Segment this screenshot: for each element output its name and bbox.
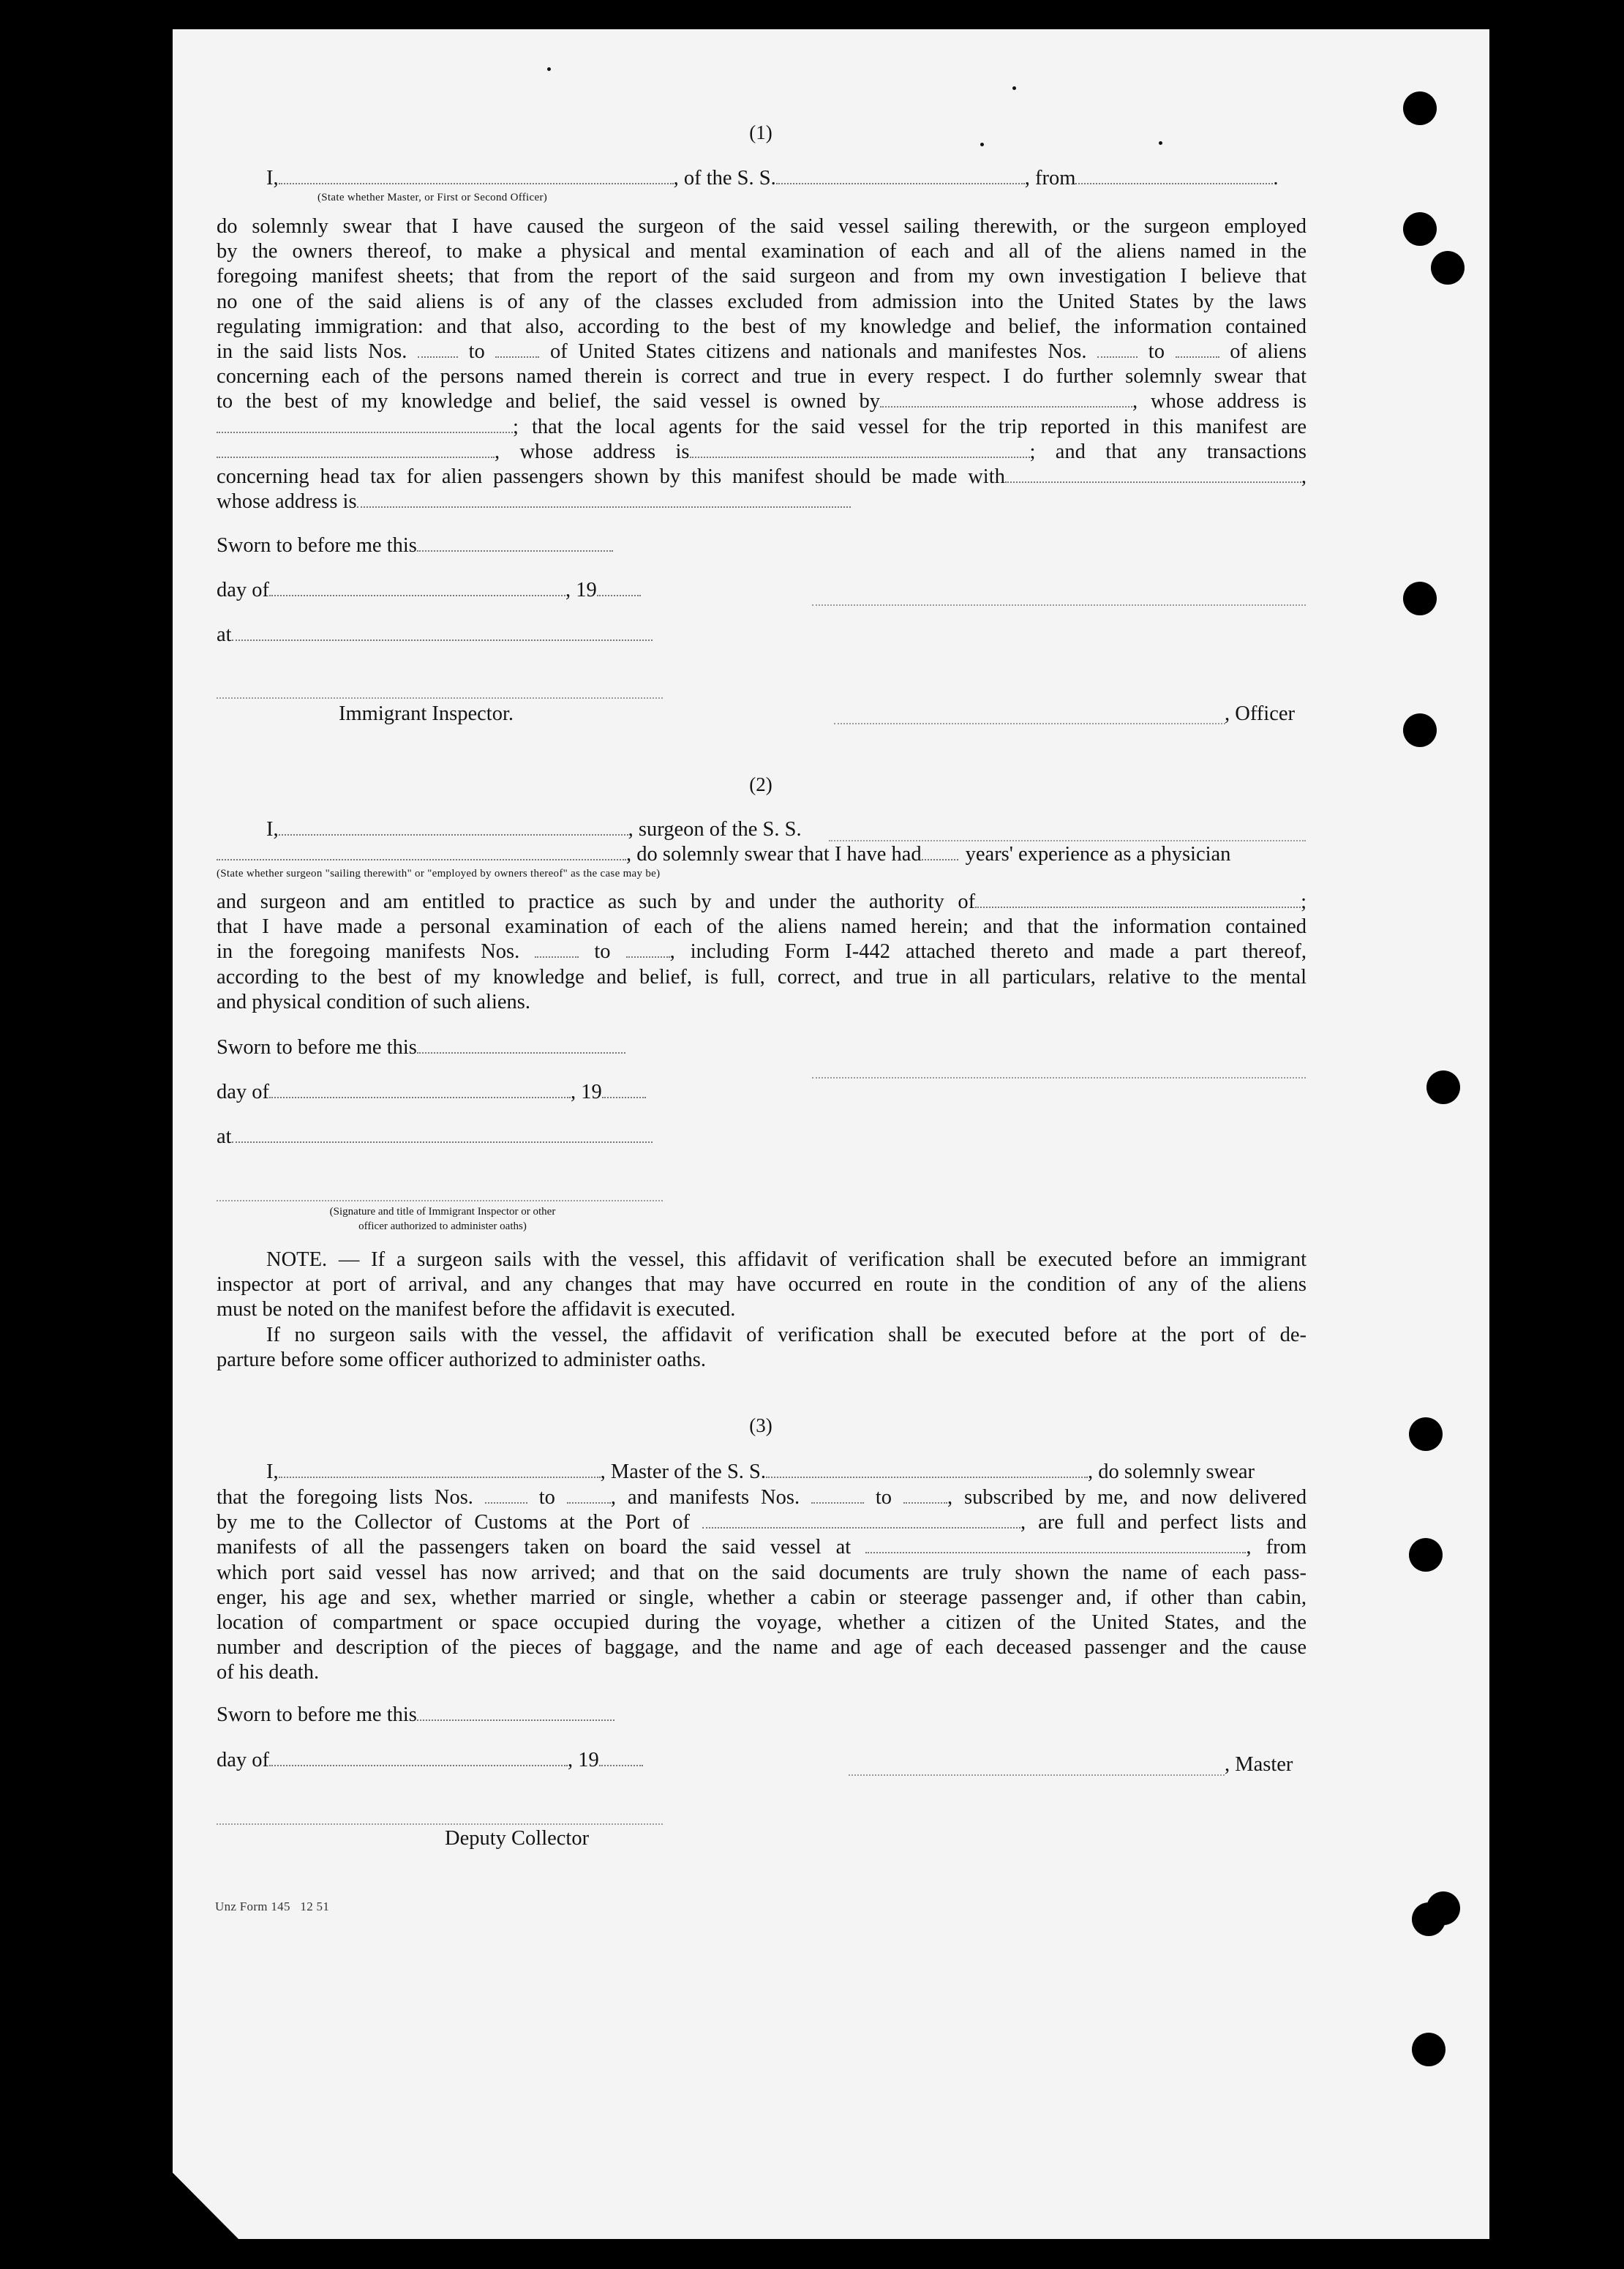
s2-caption: (State whether surgeon "sailing therewith" or "employed by owners thereof" as the case may be) [217, 868, 661, 880]
punch-hole [1412, 2033, 1446, 2066]
text: in the foregoing manifests Nos. [217, 940, 520, 964]
s1-text-line [217, 340, 1307, 364]
punch-hole [1403, 582, 1437, 615]
at-field[interactable] [232, 1141, 653, 1143]
head-tax-field[interactable] [1005, 481, 1301, 483]
surgeon-name-field[interactable] [279, 833, 628, 836]
vessel-field[interactable] [766, 1476, 1088, 1478]
s3-text-line: location of compartment or space occupied during the voyage, whether a citizen of the United States, and the [217, 1611, 1307, 1635]
vessel-field[interactable] [776, 182, 1025, 184]
text: , do solemnly swear [1088, 1460, 1255, 1483]
text: ; and that any transactions [1029, 440, 1307, 463]
agents-field[interactable] [217, 456, 495, 458]
manifests-from-field[interactable] [811, 1501, 864, 1504]
manifests-from-field[interactable] [535, 956, 579, 958]
s2-dayof [217, 1081, 646, 1104]
at-field[interactable] [232, 639, 653, 641]
sworn-date-field[interactable] [417, 550, 613, 552]
s2-signature-caption [249, 1204, 636, 1234]
text: whose address is [217, 490, 357, 514]
s2-line1 [266, 818, 802, 841]
text: , 19 [565, 579, 597, 601]
text: and surgeon and am entitled to practice as such by and under the authority of [217, 890, 976, 913]
text: , 19 [571, 1081, 602, 1103]
text: officer authorized to administer oaths) [358, 1220, 527, 1232]
text: , from [1246, 1536, 1307, 1559]
speck [980, 143, 984, 146]
s1-text-line: no one of the said aliens is of any of the classes excluded from admission into the United States by the laws [217, 290, 1307, 313]
text: day of [217, 579, 270, 601]
text: years' experience as a physician [965, 843, 1231, 866]
s1-of-ss: , of the S. S. [673, 167, 776, 190]
year-field[interactable] [602, 1096, 646, 1098]
s3-text-line: number and description of the pieces of baggage, and the name and age of each deceased passenger and the cause [217, 1636, 1307, 1659]
punch-hole [1403, 713, 1437, 747]
punch-hole [1409, 1417, 1443, 1451]
s1-text-line: regulating immigration: and that also, according to the best of my knowledge and belief, the information contained [217, 315, 1307, 338]
s1-master-line [266, 167, 1279, 190]
s3-text-line [217, 1535, 1307, 1560]
s1-dayof [217, 579, 641, 602]
name-field[interactable] [279, 182, 674, 184]
text: ; [1301, 890, 1307, 913]
s2-text-line: that I have made a personal examination of each of the aliens named herein; and that the information contained [217, 915, 1307, 939]
lists-to-field[interactable] [567, 1501, 611, 1504]
punch-hole [1431, 251, 1465, 285]
agents-address-field[interactable] [690, 456, 1030, 458]
s1-i: I, [266, 167, 279, 190]
s2-text-line: according to the best of my knowledge and belief, is full, correct, and true in all particulars, relative to the mental [217, 965, 1307, 989]
note-line: NOTE. — If a surgeon sails with the vessel, this affidavit of verification shall be executed before an immigrant [266, 1248, 1307, 1271]
s1-paragraph [217, 214, 1307, 514]
s3-text-line: of his death. [217, 1661, 320, 1684]
owner-field[interactable] [880, 405, 1132, 408]
s3-text-line: enger, his age and sex, whether married or single, whether a cabin or steerage passenger and, if other than cabin, [217, 1586, 1307, 1609]
text: in the said lists Nos. [217, 340, 407, 364]
s3-paragraph [217, 1485, 1307, 1686]
port-field[interactable] [1075, 182, 1273, 184]
text: ; that the local agents for the said vessel for the trip reported in this manifest are [513, 415, 1307, 438]
surgeon-type-field[interactable] [217, 858, 626, 860]
deputy-signature-line[interactable] [217, 1823, 663, 1825]
s3-sworn [217, 1703, 614, 1727]
text: that the foregoing lists Nos. [217, 1486, 473, 1509]
year-field[interactable] [599, 1764, 643, 1766]
s1-text-line: do solemnly swear that I have caused the surgeon of the said vessel sailing therewith, or the surgeon employed [217, 215, 1307, 238]
s2-line2 [217, 843, 1230, 866]
s2-text-line [217, 940, 1307, 964]
master-name-field[interactable] [279, 1476, 601, 1478]
text: by me to the Collector of Customs at the Port of [217, 1511, 690, 1534]
day-field[interactable] [269, 594, 565, 596]
s1-caption: (State whether Master, or First or Second Officer) [317, 192, 548, 203]
text: , surgeon of the S. S. [628, 818, 802, 841]
speck [1159, 141, 1162, 145]
punch-hole [1426, 1891, 1460, 1925]
signature-line[interactable] [812, 604, 1306, 606]
officer-signature-line[interactable] [834, 723, 1225, 724]
text: to the best of my knowledge and belief, the said vessel is owned by [217, 390, 881, 413]
text: , subscribed by me, and now delivered [947, 1486, 1307, 1509]
lists-from-field[interactable] [485, 1501, 527, 1504]
text: to [594, 940, 611, 964]
s1-text-line: by the owners thereof, to make a physical and mental examination of each and all of the aliens named in the [217, 240, 1307, 263]
text: , [1301, 465, 1307, 489]
s3-text-line: which port said vessel has now arrived; and that on the said documents are truly shown the name of each pass- [217, 1561, 1307, 1584]
text: to [875, 1486, 892, 1509]
s1-text-line: foregoing manifest sheets; that from the report of the said surgeon and from my own investigation I believe that [217, 265, 1307, 288]
signature-line[interactable] [812, 1077, 1306, 1079]
s2-at [217, 1125, 653, 1149]
head-tax-address-field[interactable] [357, 506, 851, 508]
text: at [217, 1125, 232, 1148]
s1-text-line: concerning each of the persons named therein is correct and true in every respect. I do further solemnly swear that [217, 365, 1307, 389]
speck [1012, 86, 1016, 90]
lists-from-field[interactable] [418, 356, 458, 358]
text: at [217, 623, 232, 646]
form-number: Unz Form 145 12 51 [215, 1899, 330, 1913]
owner-address-field[interactable] [217, 431, 513, 433]
day-field[interactable] [269, 1096, 571, 1098]
text: concerning head tax for alien passengers shown by this manifest should be made with [217, 465, 1005, 489]
s2-paragraph [217, 890, 1307, 1015]
s1-at [217, 623, 653, 647]
manifests-to-field[interactable] [626, 956, 670, 958]
text: of aliens [1230, 340, 1307, 364]
text: Sworn to before me this [217, 534, 417, 557]
text: (Signature and title of Immigrant Inspector or other [329, 1206, 556, 1218]
text: , whose address is [495, 440, 690, 463]
text: to [1148, 340, 1165, 364]
section-1-number: (1) [749, 121, 772, 143]
note-line: If no surgeon sails with the vessel, the affidavit of verification shall be executed before at the port of de- [266, 1323, 1307, 1346]
s2-sworn [217, 1036, 625, 1060]
text: , including Form I-442 attached thereto and made a part thereof, [669, 940, 1307, 964]
note-line: parture before some officer authorized to administer oaths. [217, 1348, 706, 1371]
text: of United States citizens and nationals and manifestes Nos. [550, 340, 1087, 364]
s1-text-line [217, 440, 1307, 465]
note-paragraph [217, 1248, 1307, 1373]
manifests-to-field[interactable] [1176, 356, 1219, 358]
text: Sworn to before me this [217, 1703, 417, 1726]
text: manifests of all the passengers taken on board the said vessel at [217, 1536, 852, 1559]
section-2-number: (2) [749, 773, 772, 795]
sworn-date-field[interactable] [417, 1719, 614, 1721]
inspector-signature-line[interactable] [217, 697, 663, 699]
text: day of [217, 1749, 270, 1771]
section-3-number: (3) [749, 1414, 772, 1436]
punch-hole [1403, 91, 1437, 125]
s1-officer: , Officer [1225, 702, 1296, 725]
punch-hole [1426, 1070, 1460, 1104]
punch-hole [1409, 1538, 1443, 1572]
master-signature-line[interactable] [849, 1774, 1225, 1776]
s2-text-line: and physical condition of such aliens. [217, 990, 530, 1013]
manifests-from-field[interactable] [1097, 356, 1138, 358]
text: day of [217, 1081, 270, 1103]
day-field[interactable] [269, 1764, 568, 1766]
punch-hole [1403, 212, 1437, 246]
sworn-date-field[interactable] [417, 1051, 625, 1054]
s1-sworn [217, 534, 613, 558]
departure-port-field[interactable] [865, 1551, 1246, 1553]
manifests-to-field[interactable] [903, 1501, 947, 1504]
s1-text-line [217, 415, 1307, 440]
s3-dayof [217, 1749, 643, 1772]
s1-text-line [217, 490, 1307, 514]
text: to [538, 1486, 555, 1509]
text: I, [266, 1460, 279, 1483]
note-line: inspector at port of arrival, and any changes that may have occurred en route in the condition of any of the aliens [217, 1273, 1307, 1297]
authority-field[interactable] [975, 906, 1301, 908]
s3-text-line [217, 1510, 1307, 1535]
inspector-signature-line[interactable] [217, 1200, 663, 1201]
text: , Master of the S. S. [600, 1460, 767, 1483]
s2-text-line [217, 890, 1307, 915]
period: . [1273, 167, 1279, 190]
port-field[interactable] [702, 1526, 1020, 1529]
text: , and manifests Nos. [610, 1486, 800, 1509]
text: , whose address is [1132, 390, 1307, 413]
s1-text-line [217, 389, 1307, 414]
note-line: must be noted on the manifest before the affidavit is executed. [217, 1298, 736, 1321]
s1-text-line [217, 465, 1307, 490]
s3-deputy: Deputy Collector [445, 1827, 590, 1850]
lists-to-field[interactable] [495, 356, 539, 358]
text: to [468, 340, 485, 364]
text: , do solemnly swear that I have had [626, 843, 922, 866]
vessel-name-line[interactable] [829, 840, 1306, 841]
s3-line1 [266, 1460, 1255, 1484]
text: , 19 [568, 1749, 599, 1771]
text: Sworn to before me this [217, 1036, 417, 1059]
speck [547, 67, 551, 71]
s1-inspector: Immigrant Inspector. [339, 702, 514, 725]
text: I, [266, 818, 279, 841]
years-field[interactable] [922, 858, 958, 860]
text: , are full and perfect lists and [1020, 1511, 1307, 1534]
s3-master: , Master [1225, 1753, 1293, 1776]
s1-from: , from [1024, 167, 1076, 190]
s3-text-line [217, 1485, 1307, 1510]
year-field[interactable] [597, 594, 641, 596]
